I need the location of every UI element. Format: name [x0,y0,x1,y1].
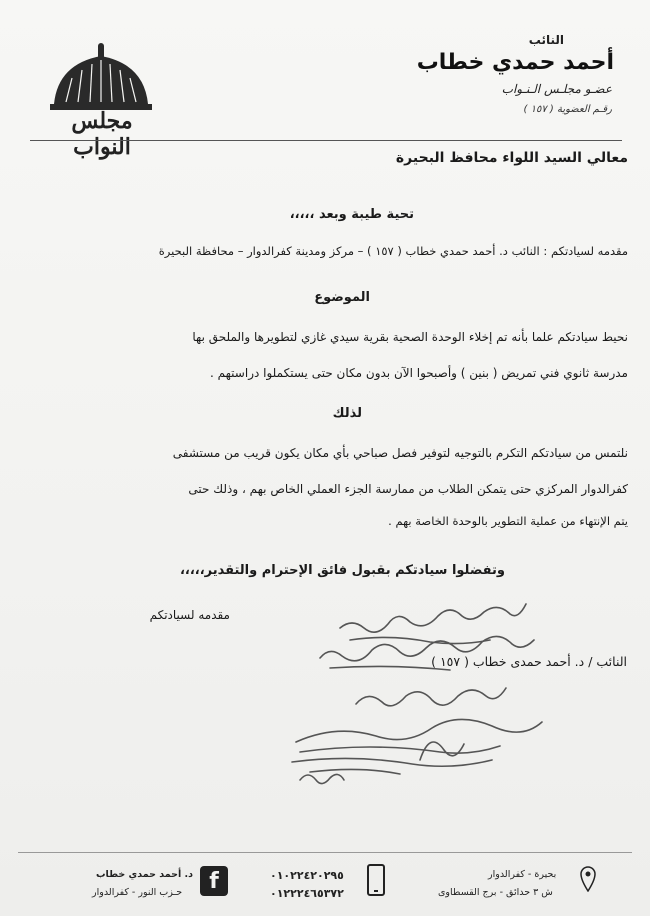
header-name: أحمد حمدي خطاب [416,50,614,75]
subject-heading: الموضوع [314,290,370,305]
facebook-icon: f [200,866,228,896]
header-divider [30,140,622,141]
phone-icon [367,864,385,896]
subject-line-1: نحيط سيادتكم علما بأنه تم إخلاء الوحدة الصحية بقرية سيدي غازي لتطويرها والملحق بها [192,330,628,344]
footer-divider [18,852,632,853]
subject-line-2: مدرسة ثانوي فني تمريض ( بنين ) وأصبحوا الآن بدون مكان حتى يستكملوا دراستهم . [210,366,628,380]
header-role: عضـو مجلـس الـنـواب [501,82,612,96]
submitted-line: مقدمه لسيادتكم : النائب د. أحمد حمدي خطاب ( ١٥٧ ) – مركز ومدينة كفرالدوار – محافظة البحيرة [158,244,628,258]
logo-text: مجلس النواب [71,108,133,160]
location-icon [580,866,596,892]
header-membership: رقـم العضوية ( ١٥٧ ) [523,104,612,115]
footer-party: حـزب النور - كفرالدوار [92,887,183,898]
footer-address-2: ش ٣ حدائق - برج القسطاوى [438,887,553,898]
signer-line: النائب / د. أحمد حمدى خطاب ( ١٥٧ ) [431,654,627,669]
request-line-2: كفرالدوار المركزي حتى يتمكن الطلاب من ممارسة الجزء العملي الخاص بهم ، وذلك حتى [188,482,628,496]
request-line-1: نلتمس من سيادتكم التكرم بالتوجيه لتوفير فصل صباحي بأي مكان يكون قريب من مستشفى [172,446,628,460]
closing-line: وتفضلوا سيادتكم بقبول فائق الإحترام والتقدير،،،،، [179,563,505,578]
footer-phone-1: ٠١٠٢٢٤٢٠٢٩٥ [270,869,344,882]
footer-address-1: بحيرة - كفرالدوار [488,869,557,880]
submitted-by: مقدمه لسيادتكم [149,608,230,622]
footer-name: د. أحمد حمدي خطاب [96,869,193,880]
therefore-heading: لذلك [332,406,362,421]
greeting: تحية طيبة وبعد ،،،،، [289,207,414,222]
footer-phone-2: ٠١٢٢٢٤٦٥٣٧٢ [270,887,344,900]
addressee: معالي السيد اللواء محافظ البحيرة [395,150,628,166]
header-title: النائب [528,33,564,47]
request-line-3: يتم الإنتهاء من عملية التطوير بالوحدة الخاصة بهم . [388,514,628,528]
